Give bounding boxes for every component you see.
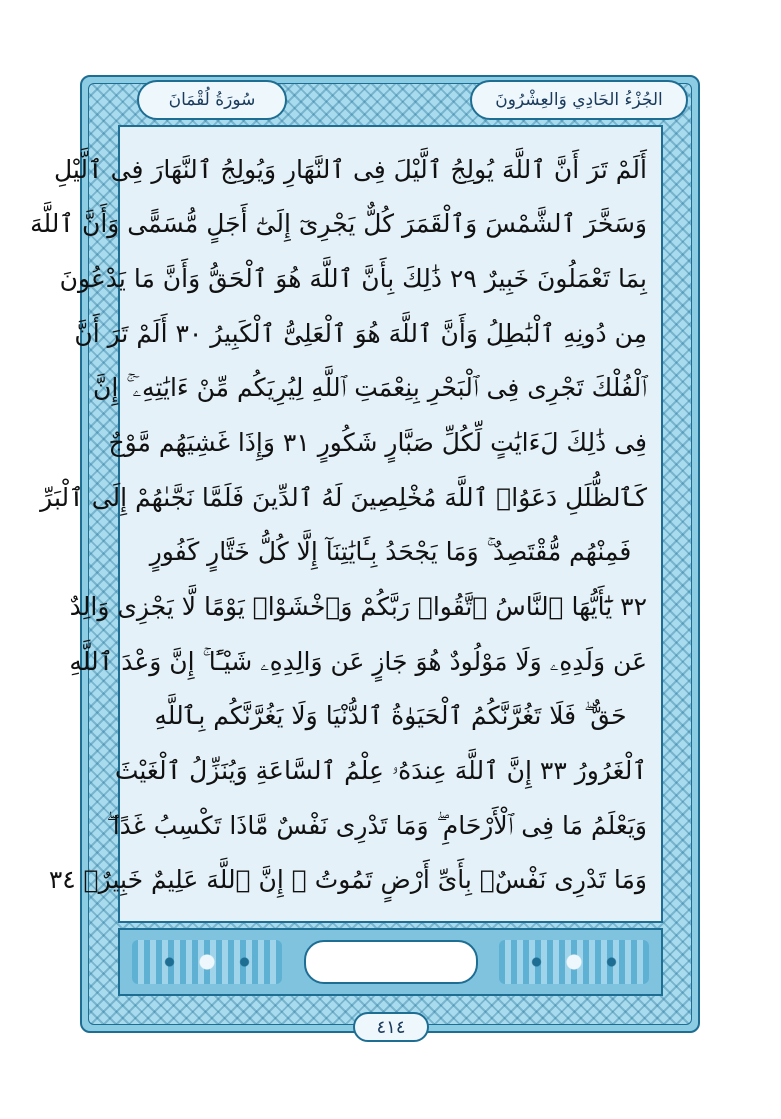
verse-line: عَن وَلَدِهِۦ وَلَا مَوْلُودٌ هُوَ جَازٍ عَن وَالِدِهِۦ شَيْـًٔا ۚ إِنَّ وَعْدَ ٱللَّهِ [69,647,647,676]
bottom-ornament [118,928,663,996]
juz-title: الجُزْءُ الحَادِي وَالعِشْرُونَ [470,80,688,120]
verse-line: وَمَا تَدْرِى نَفْسٌۢ بِأَىِّ أَرْضٍ تَمُوتُ ۚ إِنَّ ٱللَّهَ عَلِيمٌ خَبِيرٌۢ ٣٤ [48,865,647,894]
ornament-right [499,940,649,984]
verse-line: فَمِنْهُم مُّقْتَصِدٌ ۚ وَمَا يَجْحَدُ بِـَٔايَٰتِنَآ إِلَّا كُلُّ خَتَّارٍ كَفُورٍ [149,537,632,566]
verse-line: كَٱلظُّلَلِ دَعَوُا۟ ٱللَّهَ مُخْلِصِينَ لَهُ ٱلدِّينَ فَلَمَّا نَجَّىٰهُمْ إِلَى ٱلْبَرِّ [40,483,647,512]
quran-text-panel [30,125,663,923]
verse-line: ٣٢ يَٰٓأَيُّهَا ٱلنَّاسُ ٱتَّقُوا۟ رَبَّكُمْ وَٱخْشَوْا۟ يَوْمًا لَّا يَجْزِى وَالِدٌ [69,592,647,621]
verse-line: ٱلْغَرُورُ ٣٣ إِنَّ ٱللَّهَ عِندَهُۥ عِلْمُ ٱلسَّاعَةِ وَيُنَزِّلُ ٱلْغَيْثَ [114,756,647,785]
ornament-center [304,940,478,984]
verse-line: وَيَعْلَمُ مَا فِى ٱلْأَرْحَامِ ۖ وَمَا تَدْرِى نَفْسٌ مَّاذَا تَكْسِبُ غَدًا ۖ [106,811,647,840]
surah-title: سُورَةُ لُقْمَانَ [137,80,287,120]
verse-line: حَقٌّ ۖ فَلَا تَغُرَّنَّكُمُ ٱلْحَيَوٰةُ ٱلدُّنْيَا وَلَا يَغُرَّنَّكُم بِٱللَّهِ [154,701,627,730]
verse-lines [30,127,661,921]
verse-line: بِمَا تَعْمَلُونَ خَبِيرٌ ٢٩ ذَٰلِكَ بِأَنَّ ٱللَّهَ هُوَ ٱلْحَقُّ وَأَنَّ مَا يَدْعُونَ [59,264,647,293]
verse-line: فِى ذَٰلِكَ لَءَايَٰتٍ لِّكُلِّ صَبَّارٍ شَكُورٍ ٣١ وَإِذَا غَشِيَهُم مَّوْجٌ [108,428,647,457]
page-number: ٤١٤ [353,1012,429,1042]
verse-line: أَلَمْ تَرَ أَنَّ ٱللَّهَ يُولِجُ ٱلَّيْلَ فِى ٱلنَّهَارِ وَيُولِجُ ٱلنَّهَارَ فِى ٱلَّيْلِ [53,155,647,184]
ornament-left [132,940,282,984]
verse-line: ٱلْفُلْكَ تَجْرِى فِى ٱلْبَحْرِ بِنِعْمَتِ ٱللَّهِ لِيُرِيَكُم مِّنْ ءَايَٰتِهِۦٓ ۚ إِنَّ [93,373,647,402]
verse-line: وَسَخَّرَ ٱلشَّمْسَ وَٱلْقَمَرَ كُلٌّ يَجْرِىٓ إِلَىٰٓ أَجَلٍ مُّسَمًّى وَأَنَّ ٱللَّهَ [30,209,647,238]
verse-line: مِن دُونِهِ ٱلْبَٰطِلُ وَأَنَّ ٱللَّهَ هُوَ ٱلْعَلِىُّ ٱلْكَبِيرُ ٣٠ أَلَمْ تَرَ أَنَّ [74,319,647,348]
